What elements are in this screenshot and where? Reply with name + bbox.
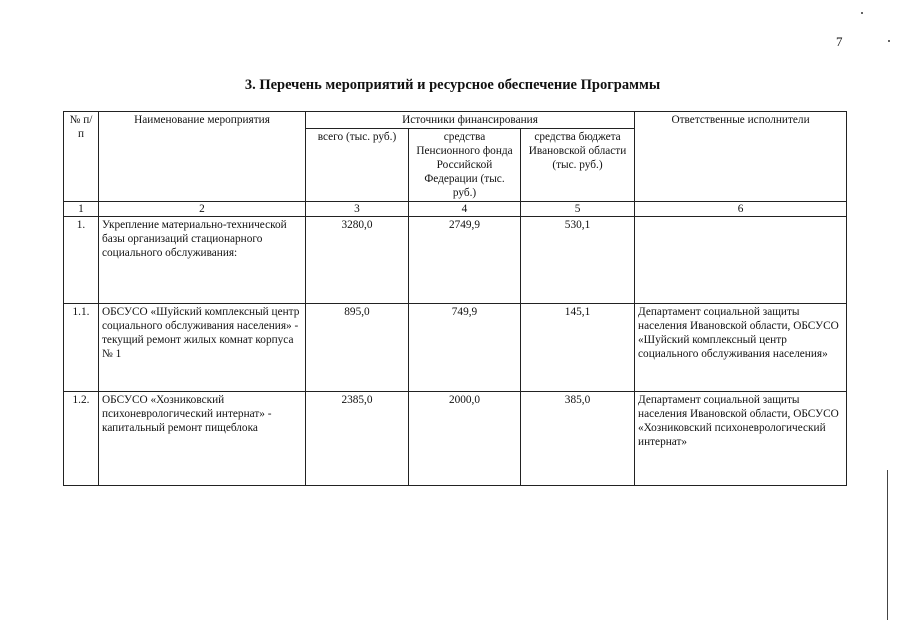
executors: Департамент социальной защиты населения Ивановской области, ОБСУСО «Хозниковский психоневрологический интернат» (635, 392, 847, 486)
section-title: 3. Перечень мероприятий и ресурсное обеспечение Программы (244, 77, 661, 93)
regional-budget-amount: 385,0 (521, 392, 635, 486)
pension-fund-amount: 2000,0 (409, 392, 521, 486)
column-number-row (64, 202, 847, 217)
row-number: 1.1. (64, 304, 99, 392)
header-total: всего (тыс. руб.) (306, 129, 409, 202)
header-regional-budget: средства бюджета Ивановской области (тыс. руб.) (521, 129, 635, 202)
regional-budget-amount: 145,1 (521, 304, 635, 392)
header-pension-fund: средства Пенсионного фонда Российской Федерации (тыс. руб.) (409, 129, 521, 202)
column-number: 4 (409, 202, 521, 217)
pension-fund-amount: 2749,9 (409, 217, 521, 304)
column-number: 1 (64, 202, 99, 217)
total-amount: 3280,0 (306, 217, 409, 304)
column-number: 2 (99, 202, 306, 217)
column-number: 6 (635, 202, 847, 217)
executors (635, 217, 847, 304)
executors: Департамент социальной защиты населения Ивановской области, ОБСУСО «Шуйский комплексный центр социального обслуживания населения» (635, 304, 847, 392)
header-no: № п/п (64, 112, 99, 202)
row-number: 1. (64, 217, 99, 304)
measure-name: ОБСУСО «Шуйский комплексный центр социального обслуживания населения» - текущий ремонт жилых комнат корпуса № 1 (99, 304, 306, 392)
measure-name: Укрепление материально-технической базы организаций стационарного социального обслуживания: (99, 217, 306, 304)
table-row (64, 304, 847, 392)
header-name: Наименование мероприятия (99, 112, 306, 202)
header-sources: Источники финансирования (306, 112, 635, 129)
total-amount: 895,0 (306, 304, 409, 392)
measure-name: ОБСУСО «Хозниковский психоневрологический интернат» - капитальный ремонт пищеблока (99, 392, 306, 486)
header-executors: Ответственные исполнители (635, 112, 847, 202)
page-number: 7 (836, 34, 843, 49)
scan-edge-line (887, 470, 888, 620)
scan-speck (888, 40, 890, 42)
pension-fund-amount: 749,9 (409, 304, 521, 392)
regional-budget-amount: 530,1 (521, 217, 635, 304)
header-row (64, 112, 847, 129)
row-number: 1.2. (64, 392, 99, 486)
scan-speck (861, 12, 863, 14)
column-number: 5 (521, 202, 635, 217)
table-row (64, 392, 847, 486)
measures-table (63, 111, 847, 486)
column-number: 3 (306, 202, 409, 217)
table-row (64, 217, 847, 304)
total-amount: 2385,0 (306, 392, 409, 486)
